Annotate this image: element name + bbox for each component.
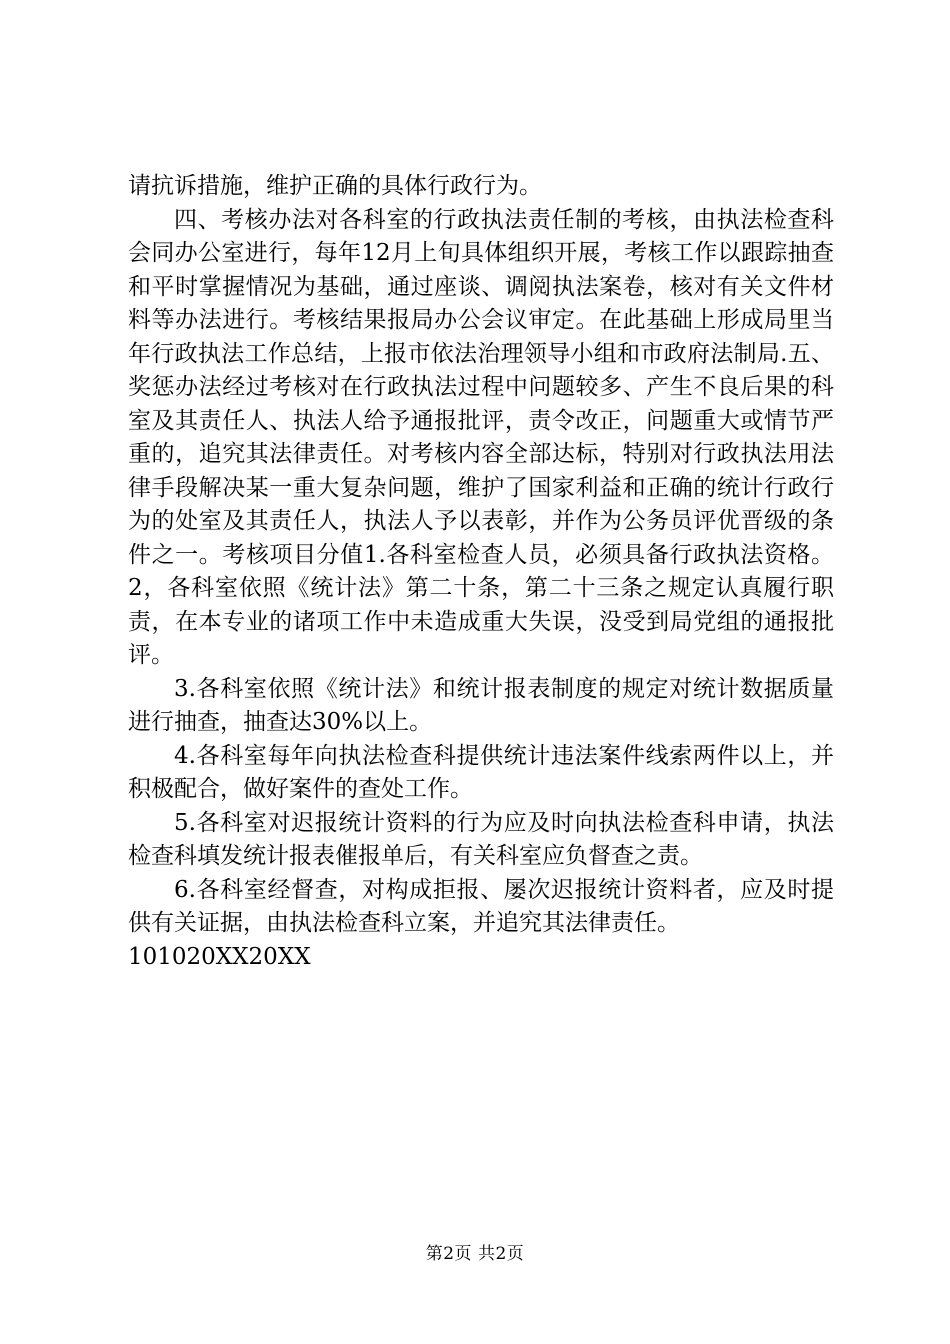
page-number-footer: 第2页 共2页 — [425, 1244, 525, 1264]
paragraph-item-4: 4.各科室每年向执法检查科提供统计违法案件线索两件以上，并积极配合，做好案件的查处工作。 — [128, 742, 834, 802]
paragraph-item-3: 3.各科室依照《统计法》和统计报表制度的规定对统计数据质量进行抽查，抽查达30%以上。 — [128, 675, 834, 735]
document-body — [128, 170, 834, 974]
paragraph-continuation: 请抗诉措施，维护正确的具体行政行为。 — [128, 173, 542, 199]
paragraph-item-6: 6.各科室经督查，对构成拒报、屡次迟报统计资料者，应及时提供有关证据，由执法检查科立案，并追究其法律责任。 — [128, 876, 834, 936]
paragraph-assessment-method: 四、考核办法对各科室的行政执法责任制的考核，由执法检查科会同办公室进行，每年12月上旬具体组织开展，考核工作以跟踪抽查和平时掌握情况为基础，通过座谈、调阅执法案卷，核对有关文件材料等办法进行。考核结果报局办公会议审定。在此基础上形成局里当年行政执法工作总结，上报市依法治理领导小组和市政府法制局.五、奖惩办法经过考核对在行政执法过程中问题较多、产生不良后果的科室及其责任人、执法人给予通报批评，责令改正，问题重大或情节严重的，追究其法律责任。对考核内容全部达标，特别对行政执法用法律手段解决某一重大复杂问题，维护了国家利益和正确的统计行政行为的处室及其责任人，执法人予以表彰，并作为公务员评优晋级的条件之一。考核项目分值1.各科室检查人员，必须具备行政执法资格。2，各科室依照《统计法》第二十条，第二十三条之规定认真履行职责，在本专业的诸项工作中未造成重大失误，没受到局党组的通报批评。 — [128, 206, 834, 668]
paragraph-date-code: 101020XX20XX — [128, 943, 311, 970]
paragraph-item-5: 5.各科室对迟报统计资料的行为应及时向执法检查科申请，执法检查科填发统计报表催报单后，有关科室应负督查之责。 — [128, 809, 834, 869]
